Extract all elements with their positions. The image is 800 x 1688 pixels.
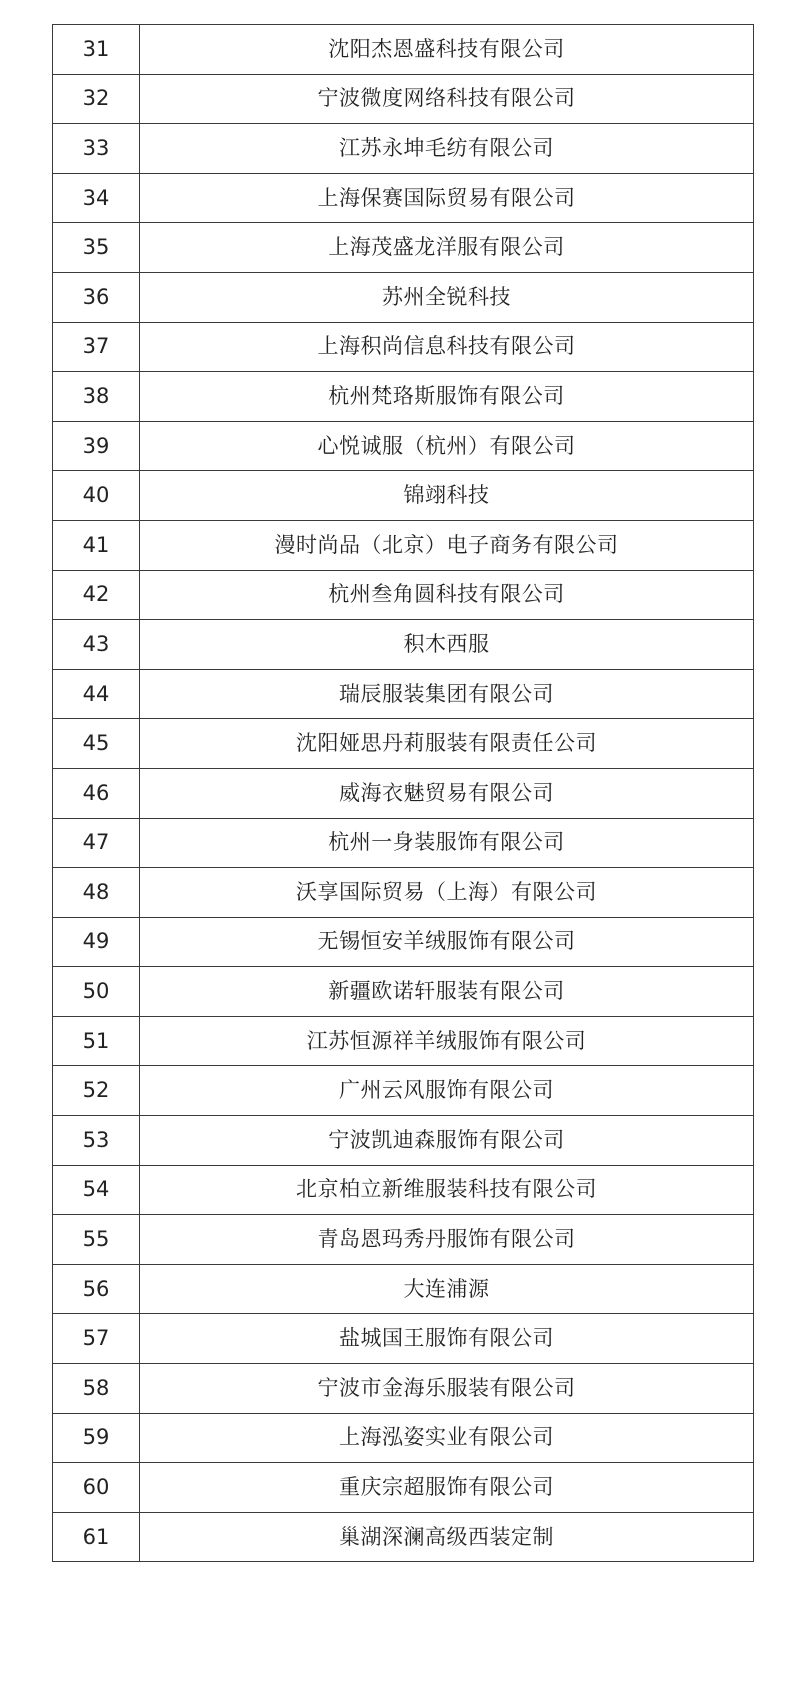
company-name-cell: 新疆欧诺轩服装有限公司	[140, 967, 754, 1017]
table-row	[53, 1066, 754, 1116]
company-name-cell: 心悦诚服（杭州）有限公司	[140, 421, 754, 471]
row-number-cell: 51	[53, 1016, 140, 1066]
row-number-cell: 47	[53, 818, 140, 868]
table-row	[53, 223, 754, 273]
table-row	[53, 124, 754, 174]
row-number-cell: 35	[53, 223, 140, 273]
company-name-cell: 江苏恒源祥羊绒服饰有限公司	[140, 1016, 754, 1066]
company-name-cell: 锦翊科技	[140, 471, 754, 521]
company-name-cell: 沃享国际贸易（上海）有限公司	[140, 868, 754, 918]
table-row	[53, 1364, 754, 1414]
table-row	[53, 1463, 754, 1513]
table-row	[53, 1512, 754, 1562]
company-name-cell: 漫时尚品（北京）电子商务有限公司	[140, 520, 754, 570]
company-name-cell: 江苏永坤毛纺有限公司	[140, 124, 754, 174]
table-row	[53, 1314, 754, 1364]
company-name-cell: 上海泓姿实业有限公司	[140, 1413, 754, 1463]
row-number-cell: 49	[53, 917, 140, 967]
table-row	[53, 421, 754, 471]
company-name-cell: 宁波凯迪森服饰有限公司	[140, 1116, 754, 1166]
row-number-cell: 36	[53, 272, 140, 322]
row-number-cell: 37	[53, 322, 140, 372]
row-number-cell: 34	[53, 173, 140, 223]
row-number-cell: 44	[53, 669, 140, 719]
table-row	[53, 868, 754, 918]
table-row	[53, 669, 754, 719]
company-name-cell: 北京柏立新维服装科技有限公司	[140, 1165, 754, 1215]
row-number-cell: 41	[53, 520, 140, 570]
table-row	[53, 570, 754, 620]
table-row	[53, 1016, 754, 1066]
company-list-table	[52, 24, 754, 1562]
company-name-cell: 宁波市金海乐服装有限公司	[140, 1364, 754, 1414]
company-name-cell: 沈阳娅思丹莉服装有限责任公司	[140, 719, 754, 769]
table-row	[53, 74, 754, 124]
row-number-cell: 61	[53, 1512, 140, 1562]
company-name-cell: 苏州全锐科技	[140, 272, 754, 322]
row-number-cell: 40	[53, 471, 140, 521]
row-number-cell: 55	[53, 1215, 140, 1265]
table-row	[53, 520, 754, 570]
row-number-cell: 60	[53, 1463, 140, 1513]
table-row	[53, 620, 754, 670]
table-row	[53, 173, 754, 223]
table-row	[53, 322, 754, 372]
company-name-cell: 杭州一身装服饰有限公司	[140, 818, 754, 868]
row-number-cell: 57	[53, 1314, 140, 1364]
row-number-cell: 31	[53, 25, 140, 75]
company-name-cell: 上海积尚信息科技有限公司	[140, 322, 754, 372]
company-name-cell: 宁波微度网络科技有限公司	[140, 74, 754, 124]
company-name-cell: 大连浦源	[140, 1264, 754, 1314]
company-name-cell: 威海衣魅贸易有限公司	[140, 768, 754, 818]
table-row	[53, 719, 754, 769]
row-number-cell: 46	[53, 768, 140, 818]
row-number-cell: 43	[53, 620, 140, 670]
table-row	[53, 471, 754, 521]
row-number-cell: 59	[53, 1413, 140, 1463]
company-name-cell: 巢湖深澜高级西装定制	[140, 1512, 754, 1562]
company-name-cell: 沈阳杰恩盛科技有限公司	[140, 25, 754, 75]
row-number-cell: 48	[53, 868, 140, 918]
table-row	[53, 768, 754, 818]
company-name-cell: 广州云风服饰有限公司	[140, 1066, 754, 1116]
row-number-cell: 54	[53, 1165, 140, 1215]
row-number-cell: 53	[53, 1116, 140, 1166]
company-name-cell: 上海保赛国际贸易有限公司	[140, 173, 754, 223]
row-number-cell: 39	[53, 421, 140, 471]
row-number-cell: 58	[53, 1364, 140, 1414]
table-row	[53, 272, 754, 322]
table-row	[53, 967, 754, 1017]
table-row	[53, 25, 754, 75]
company-name-cell: 无锡恒安羊绒服饰有限公司	[140, 917, 754, 967]
company-name-cell: 盐城国王服饰有限公司	[140, 1314, 754, 1364]
row-number-cell: 56	[53, 1264, 140, 1314]
company-name-cell: 积木西服	[140, 620, 754, 670]
row-number-cell: 50	[53, 967, 140, 1017]
table-row	[53, 1116, 754, 1166]
table-row	[53, 1264, 754, 1314]
company-name-cell: 杭州叁角圆科技有限公司	[140, 570, 754, 620]
table-row	[53, 372, 754, 422]
row-number-cell: 45	[53, 719, 140, 769]
row-number-cell: 33	[53, 124, 140, 174]
company-name-cell: 瑞辰服装集团有限公司	[140, 669, 754, 719]
table-row	[53, 818, 754, 868]
table-row	[53, 917, 754, 967]
row-number-cell: 32	[53, 74, 140, 124]
company-name-cell: 杭州梵珞斯服饰有限公司	[140, 372, 754, 422]
table-row	[53, 1413, 754, 1463]
company-name-cell: 重庆宗超服饰有限公司	[140, 1463, 754, 1513]
company-list-body	[53, 25, 754, 1562]
row-number-cell: 52	[53, 1066, 140, 1116]
company-name-cell: 青岛恩玛秀丹服饰有限公司	[140, 1215, 754, 1265]
table-row	[53, 1215, 754, 1265]
row-number-cell: 42	[53, 570, 140, 620]
company-name-cell: 上海茂盛龙洋服有限公司	[140, 223, 754, 273]
row-number-cell: 38	[53, 372, 140, 422]
table-row	[53, 1165, 754, 1215]
